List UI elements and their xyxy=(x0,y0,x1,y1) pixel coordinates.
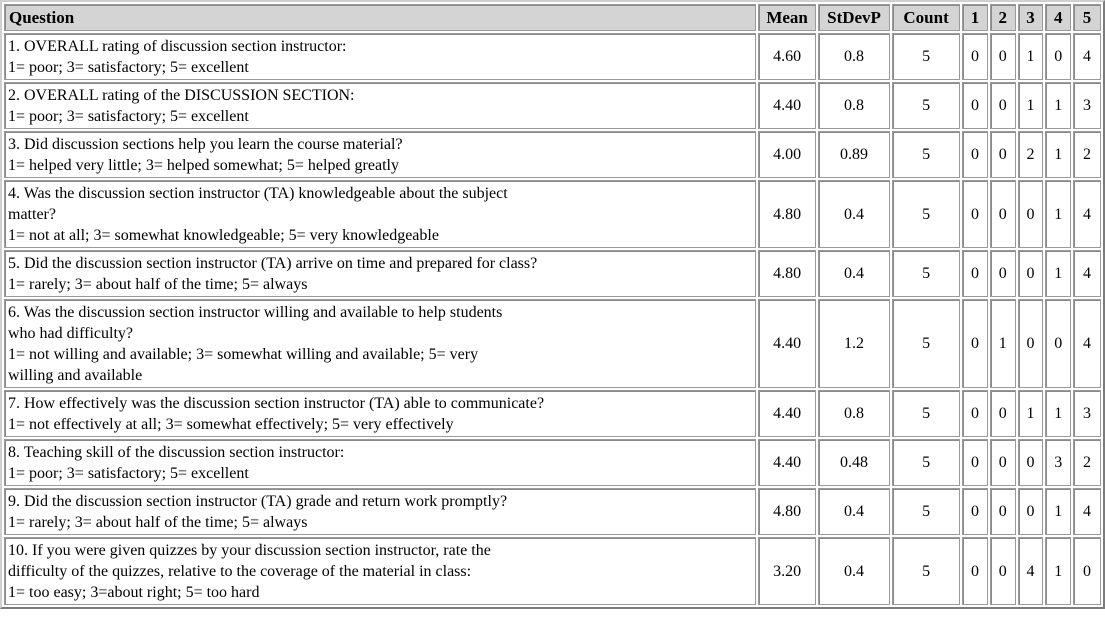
question-text-line: 1= rarely; 3= about half of the time; 5= always xyxy=(8,275,308,293)
question-text: 4. Was the discussion section instructor (TA) knowledgeable about the subject xyxy=(8,184,508,202)
count-cell: 5 xyxy=(892,180,960,248)
table-row xyxy=(4,439,1101,486)
score-4-cell: 1 xyxy=(1045,131,1071,178)
score-2-cell: 0 xyxy=(990,82,1016,129)
question-cell xyxy=(4,82,756,129)
header-mean: Mean xyxy=(758,4,816,31)
mean-cell: 4.80 xyxy=(758,250,816,297)
table-row xyxy=(4,250,1101,297)
mean-cell: 3.20 xyxy=(758,537,816,605)
score-4-cell: 0 xyxy=(1045,33,1071,80)
mean-cell: 4.40 xyxy=(758,390,816,437)
question-cell xyxy=(4,33,756,80)
score-5-cell: 2 xyxy=(1073,439,1101,486)
table-row xyxy=(4,131,1101,178)
survey-body xyxy=(4,33,1101,605)
score-3-cell: 2 xyxy=(1018,131,1044,178)
count-cell: 5 xyxy=(892,537,960,605)
score-3-cell: 0 xyxy=(1018,299,1044,388)
score-1-cell: 0 xyxy=(962,488,988,535)
question-cell xyxy=(4,537,756,605)
stdevp-cell: 0.4 xyxy=(818,488,890,535)
stdevp-cell: 0.48 xyxy=(818,439,890,486)
score-2-cell: 0 xyxy=(990,390,1016,437)
score-5-cell: 3 xyxy=(1073,390,1101,437)
score-5-cell: 4 xyxy=(1073,250,1101,297)
score-5-cell: 2 xyxy=(1073,131,1101,178)
question-cell xyxy=(4,390,756,437)
question-text: 8. Teaching skill of the discussion section instructor: xyxy=(8,443,345,461)
question-text-line: 1= too easy; 3=about right; 5= too hard xyxy=(8,583,260,601)
question-cell xyxy=(4,488,756,535)
header-score-4: 4 xyxy=(1045,4,1071,31)
score-4-cell: 1 xyxy=(1045,488,1071,535)
question-text: 9. Did the discussion section instructor (TA) grade and return work promptly? xyxy=(8,492,508,510)
question-text-line: willing and available xyxy=(8,366,143,384)
header-score-3: 3 xyxy=(1018,4,1044,31)
score-4-cell: 1 xyxy=(1045,180,1071,248)
stdevp-cell: 0.8 xyxy=(818,390,890,437)
question-cell xyxy=(4,439,756,486)
score-1-cell: 0 xyxy=(962,82,988,129)
mean-cell: 4.80 xyxy=(758,488,816,535)
score-5-cell: 4 xyxy=(1073,299,1101,388)
score-3-cell: 0 xyxy=(1018,488,1044,535)
score-5-cell: 3 xyxy=(1073,82,1101,129)
mean-cell: 4.40 xyxy=(758,299,816,388)
score-4-cell: 1 xyxy=(1045,250,1071,297)
question-text-line: 1= helped very little; 3= helped somewhat; 5= helped greatly xyxy=(8,156,399,174)
question-text-line: 1= not effectively at all; 3= somewhat effectively; 5= very effectively xyxy=(8,415,454,433)
count-cell: 5 xyxy=(892,33,960,80)
score-3-cell: 1 xyxy=(1018,390,1044,437)
table-row xyxy=(4,82,1101,129)
header-score-5: 5 xyxy=(1073,4,1101,31)
score-4-cell: 3 xyxy=(1045,439,1071,486)
score-2-cell: 0 xyxy=(990,131,1016,178)
header-count: Count xyxy=(892,4,960,31)
score-1-cell: 0 xyxy=(962,537,988,605)
score-2-cell: 0 xyxy=(990,488,1016,535)
stdevp-cell: 0.8 xyxy=(818,33,890,80)
question-text: 6. Was the discussion section instructor willing and available to help students xyxy=(8,303,503,321)
stdevp-cell: 1.2 xyxy=(818,299,890,388)
stdevp-cell: 0.89 xyxy=(818,131,890,178)
question-text: 5. Did the discussion section instructor (TA) arrive on time and prepared for class? xyxy=(8,254,538,272)
header-stdevp: StDevP xyxy=(818,4,890,31)
score-4-cell: 1 xyxy=(1045,390,1071,437)
question-text-line: 1= poor; 3= satisfactory; 5= excellent xyxy=(8,58,249,76)
mean-cell: 4.60 xyxy=(758,33,816,80)
question-text-line: 1= not at all; 3= somewhat knowledgeable; 5= very knowledgeable xyxy=(8,226,439,244)
question-text-line: 1= not willing and available; 3= somewhat willing and available; 5= very xyxy=(8,345,479,363)
question-cell xyxy=(4,299,756,388)
question-text: 1. OVERALL rating of discussion section instructor: xyxy=(8,37,347,55)
score-3-cell: 0 xyxy=(1018,180,1044,248)
mean-cell: 4.40 xyxy=(758,439,816,486)
question-cell xyxy=(4,250,756,297)
count-cell: 5 xyxy=(892,131,960,178)
score-2-cell: 0 xyxy=(990,439,1016,486)
question-text: 7. How effectively was the discussion section instructor (TA) able to communicate? xyxy=(8,394,545,412)
question-text-line: 1= poor; 3= satisfactory; 5= excellent xyxy=(8,464,249,482)
score-2-cell: 0 xyxy=(990,250,1016,297)
score-5-cell: 4 xyxy=(1073,180,1101,248)
score-5-cell: 0 xyxy=(1073,537,1101,605)
question-text-line: 1= poor; 3= satisfactory; 5= excellent xyxy=(8,107,249,125)
score-3-cell: 4 xyxy=(1018,537,1044,605)
score-1-cell: 0 xyxy=(962,299,988,388)
question-text-line: 1= rarely; 3= about half of the time; 5= always xyxy=(8,513,308,531)
score-1-cell: 0 xyxy=(962,180,988,248)
mean-cell: 4.40 xyxy=(758,82,816,129)
question-text: 3. Did discussion sections help you learn the course material? xyxy=(8,135,403,153)
question-text-line: difficulty of the quizzes, relative to the coverage of the material in class: xyxy=(8,562,472,580)
table-row xyxy=(4,299,1101,388)
score-5-cell: 4 xyxy=(1073,33,1101,80)
score-3-cell: 1 xyxy=(1018,82,1044,129)
header-score-2: 2 xyxy=(990,4,1016,31)
stdevp-cell: 0.4 xyxy=(818,537,890,605)
count-cell: 5 xyxy=(892,439,960,486)
question-text: 2. OVERALL rating of the DISCUSSION SECTION: xyxy=(8,86,355,104)
table-row xyxy=(4,180,1101,248)
score-1-cell: 0 xyxy=(962,131,988,178)
table-row xyxy=(4,390,1101,437)
count-cell: 5 xyxy=(892,82,960,129)
stdevp-cell: 0.4 xyxy=(818,180,890,248)
score-1-cell: 0 xyxy=(962,250,988,297)
count-cell: 5 xyxy=(892,250,960,297)
score-1-cell: 0 xyxy=(962,439,988,486)
mean-cell: 4.00 xyxy=(758,131,816,178)
score-3-cell: 0 xyxy=(1018,439,1044,486)
score-2-cell: 1 xyxy=(990,299,1016,388)
score-3-cell: 0 xyxy=(1018,250,1044,297)
stdevp-cell: 0.8 xyxy=(818,82,890,129)
question-cell xyxy=(4,131,756,178)
score-4-cell: 1 xyxy=(1045,537,1071,605)
question-text-line: who had difficulty? xyxy=(8,324,134,342)
table-row xyxy=(4,537,1101,605)
question-text-line: matter? xyxy=(8,205,56,223)
count-cell: 5 xyxy=(892,390,960,437)
table-row xyxy=(4,33,1101,80)
score-3-cell: 1 xyxy=(1018,33,1044,80)
count-cell: 5 xyxy=(892,488,960,535)
table-row xyxy=(4,488,1101,535)
score-2-cell: 0 xyxy=(990,180,1016,248)
score-5-cell: 4 xyxy=(1073,488,1101,535)
question-cell xyxy=(4,180,756,248)
header-score-1: 1 xyxy=(962,4,988,31)
stdevp-cell: 0.4 xyxy=(818,250,890,297)
table-header-row xyxy=(4,4,1101,31)
score-4-cell: 1 xyxy=(1045,82,1071,129)
mean-cell: 4.80 xyxy=(758,180,816,248)
score-4-cell: 0 xyxy=(1045,299,1071,388)
score-1-cell: 0 xyxy=(962,33,988,80)
header-question: Question xyxy=(4,4,756,31)
score-2-cell: 0 xyxy=(990,537,1016,605)
question-text: 10. If you were given quizzes by your discussion section instructor, rate the xyxy=(8,541,491,559)
count-cell: 5 xyxy=(892,299,960,388)
score-1-cell: 0 xyxy=(962,390,988,437)
score-2-cell: 0 xyxy=(990,33,1016,80)
